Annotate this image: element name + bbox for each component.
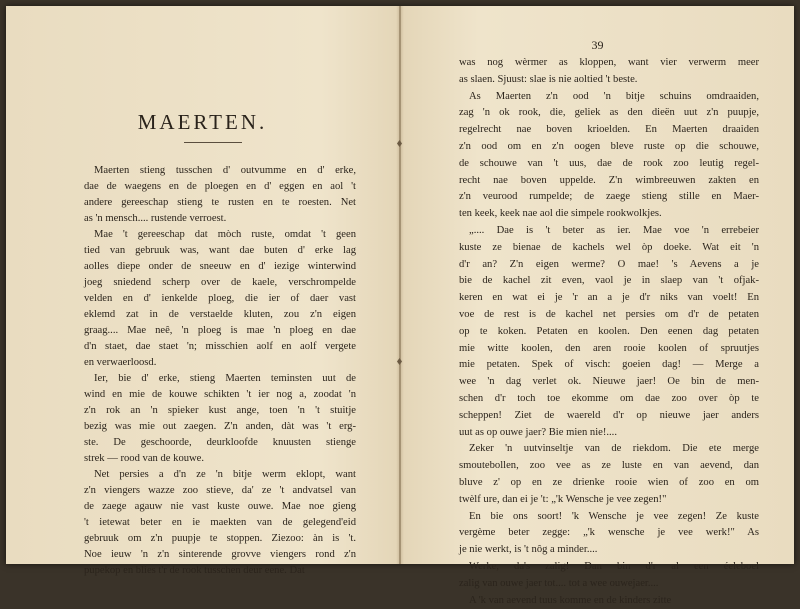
text-line: Maerten stieng tusschen d' outvumme en d' erke, <box>84 163 356 179</box>
text-line: keren en wat ei je 'r an a je d'r niks van voelt! En <box>459 290 759 307</box>
text-line: En bie ons soort! 'k Wensche je vee zegen! Ze kuste <box>459 509 759 526</box>
text-line: z'n ood om en z'n oogen bleve ruste op die schouwe, <box>459 139 759 156</box>
text-line: kuste ze bienae de kachels wel òp doeke. Wat eit 'n <box>459 240 759 257</box>
text-line: z'n veurood rumpelde; de zaege stieng stille en Maer- <box>459 189 759 206</box>
text-line: aolles diepe onder de sneeuw en d' iezige winterwind <box>84 259 356 275</box>
text-line: voe de rest is de kachel net persies om d'r de petaten <box>459 307 759 324</box>
text-line: z'n rok an 'n spieker kust ange, toen 'n 't stuitje <box>84 403 356 419</box>
left-page-text <box>84 163 356 579</box>
text-line: mie witte koolen, den aren rooie koolen of spruutjes <box>459 341 759 358</box>
text-line: regelrecht nae boven krioelden. En Maerten draaiden <box>459 122 759 139</box>
text-line: d'n staet, dae staet 'n; misschien aolf en aolf vergete <box>84 339 356 355</box>
title-rule <box>184 142 242 143</box>
text-line: recht nae boven uppelde. Z'n wimbreeuwen zakten en <box>459 173 759 190</box>
text-line: de zaege agauw nie vast kuste ouwe. Mae noe gieng <box>84 499 356 515</box>
text-line: dae de waegens en de ploegen en d' eggen en aol 't <box>84 179 356 195</box>
chapter-title: MAERTEN. <box>6 110 399 135</box>
text-line: Werke, da's zalig! Dan bin d'r al een éeleboel <box>459 559 759 576</box>
text-line: op te koken. Petaten en koolen. Den eenen dag petaten <box>459 324 759 341</box>
text-line: uut as op ouwe jaer? Bie mien nie!.... <box>459 425 759 442</box>
page-number: 39 <box>401 38 794 53</box>
text-line: gebruuk om z'n puupje te stoppen. Ziezoo: àn is 't. <box>84 531 356 547</box>
text-line: strek — rood van de kouwe. <box>84 451 356 467</box>
right-page <box>401 6 794 564</box>
text-line: mie petaten. Spek of visch: goeien dag! — Merge a <box>459 357 759 374</box>
text-line: 't ietewat beter en ie maekten van de gelegend'eid <box>84 515 356 531</box>
text-line: as 'n mensch.... rustende verroest. <box>84 211 356 227</box>
text-line: ste. De geschoorde, deurkloofde knuusten stienge <box>84 435 356 451</box>
text-line: joeg sniedend scherp over de kaele, verschrompelde <box>84 275 356 291</box>
text-line: wind en mie de kouwe schikten 't ier nog a, zoodat 'n <box>84 387 356 403</box>
text-line: pupekop en blies t'r de rook tusschen deur eene. Dat <box>84 563 356 579</box>
text-line: zalig van ouwe jaer tot.... tot a wee ouwejaer.... <box>459 576 759 593</box>
text-line: scheppen! Ziet de waereld d'r op nieuwe jaer anders <box>459 408 759 425</box>
text-line: andere gereeschap stieng te rusten en te roesten. Net <box>84 195 356 211</box>
text-line: vergème beter zegge: „'k wensche je vee werk!" As <box>459 525 759 542</box>
text-line: as slaen. Sjuust: slae is nie aoltied 't beste. <box>459 72 759 89</box>
text-line: was nog wèrmer as kloppen, want vier verwerm meer <box>459 55 759 72</box>
text-line: ten keek, keek nae aol die simpele rookwolkjes. <box>459 206 759 223</box>
text-line: A 'k van aevend tuus komme en de kinders zitte <box>459 593 759 609</box>
text-line: velden en d' ienkelde ploeg, die ier of daer vast <box>84 291 356 307</box>
text-line: Noe ieuw 'n z'n sinterende grovve viengers rond z'n <box>84 547 356 563</box>
text-line: wee 'n dag verlet ok. Nieuwe jaer! Oe bin de men- <box>459 374 759 391</box>
text-line: zag 'n ok rook, die, geliek as den dieën uut z'n puupje, <box>459 105 759 122</box>
left-page <box>6 6 399 564</box>
text-line: twèlf ure, dan ei je 't: „'k Wensche je vee zegen!" <box>459 492 759 509</box>
text-line: schen d'r toch toe ekomme om dae zoo over òp te <box>459 391 759 408</box>
text-line: tied van gebruuk was, want dae buten d' erke lag <box>84 243 356 259</box>
text-line: eklemd zat in de verstaelde kluten, zou z'n eigen <box>84 307 356 323</box>
text-line: Net persies a d'n ze 'n bitje werm eklopt, want <box>84 467 356 483</box>
text-line: smoutebollen, zoo vee as ze luste en van aevend, dan <box>459 458 759 475</box>
right-page-text <box>459 55 759 609</box>
text-line: en verwaerloosd. <box>84 355 356 371</box>
text-line: d'r an? Z'n eigen werme? O mae! 's Aevens a je <box>459 257 759 274</box>
text-line: Ier, bie d' erke, stieng Maerten teminsten uut de <box>84 371 356 387</box>
text-line: bluve z' op en ze drienke rooie wien of zoo en om <box>459 475 759 492</box>
text-line: bie de kachel zit even, vaol je in slaep van 't ofjak- <box>459 273 759 290</box>
text-line: Mae 't gereeschap dat mòch ruste, omdat 't geen <box>84 227 356 243</box>
text-line: graag.... Mae neê, 'n ploeg is mae 'n ploeg en dae <box>84 323 356 339</box>
book-spread <box>6 6 794 564</box>
text-line: Zeker 'n uutvinseltje van de riekdom. Die ete merge <box>459 441 759 458</box>
text-line: je nie werkt, is 't nôg a minder.... <box>459 542 759 559</box>
text-line: As Maerten z'n ood 'n bitje schuins omdraaiden, <box>459 89 759 106</box>
text-line: „.... Dae is 't beter as ier. Mae voe 'n errebeier <box>459 223 759 240</box>
text-line: z'n viengers wazze zoo stieve, da' ze 't andvatsel van <box>84 483 356 499</box>
text-line: bezig was mie out zaegen. Z'n anden, dàt was 't erg- <box>84 419 356 435</box>
text-line: de schouwe van 't uus, dae de rook zoo leutig regel- <box>459 156 759 173</box>
